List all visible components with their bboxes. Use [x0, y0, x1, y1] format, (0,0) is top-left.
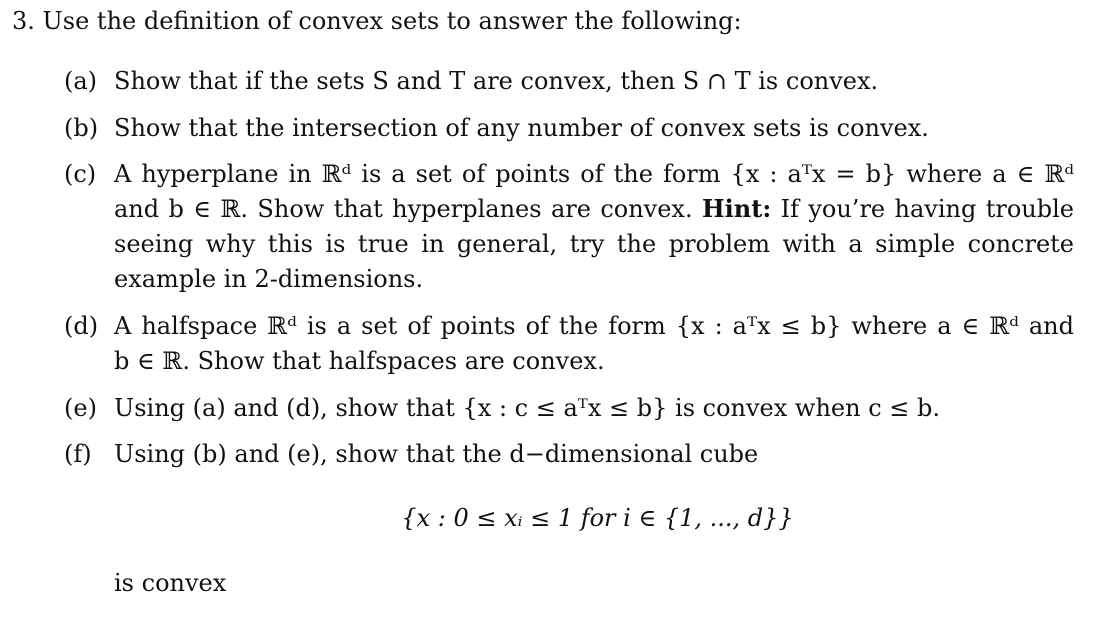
- part-c-line4: example in 2-dimensions.: [114, 265, 424, 293]
- part-e-label: (e): [64, 394, 97, 422]
- part-d-line1: A halfspace ℝᵈ is a set of points of the form {x : aᵀx ≤ b} where a ∈ ℝᵈ and: [114, 312, 1074, 340]
- part-a-label: (a): [64, 67, 98, 95]
- part-d-line2: b ∈ ℝ. Show that halfspaces are convex.: [114, 347, 605, 375]
- part-c-line2: [114, 194, 1074, 224]
- part-c-line1: A hyperplane in ℝᵈ is a set of points of the form {x : aᵀx = b} where a ∈ ℝᵈ: [114, 160, 1074, 188]
- part-f-display-math: {x : 0 ≤ xᵢ ≤ 1 for i ∈ {1, ..., d}}: [401, 504, 794, 532]
- part-c-line2-post: If you’re having trouble: [771, 195, 1074, 223]
- question-number: 3.: [12, 7, 35, 35]
- part-c-label: (c): [64, 160, 97, 188]
- question-header: [12, 6, 742, 36]
- part-b-label: (b): [64, 114, 99, 142]
- part-c-line2-pre: and b ∈ ℝ. Show that hyperplanes are convex.: [114, 195, 702, 223]
- part-b-text: Show that the intersection of any number of convex sets is convex.: [114, 114, 929, 142]
- part-d-label: (d): [64, 312, 99, 340]
- part-a-text: Show that if the sets S and T are convex, then S ∩ T is convex.: [114, 67, 879, 95]
- part-c-hint-label: Hint:: [702, 194, 772, 223]
- part-e-text: Using (a) and (d), show that {x : c ≤ aᵀx ≤ b} is convex when c ≤ b.: [114, 394, 941, 422]
- part-f-label: (f): [64, 440, 92, 468]
- question-prompt: Use the definition of convex sets to answer the following:: [42, 7, 742, 35]
- part-f-line1: Using (b) and (e), show that the d−dimensional cube: [114, 440, 759, 468]
- part-c-line3: seeing why this is true in general, try the problem with a simple concrete: [114, 230, 1074, 258]
- part-f-line2: is convex: [114, 569, 227, 597]
